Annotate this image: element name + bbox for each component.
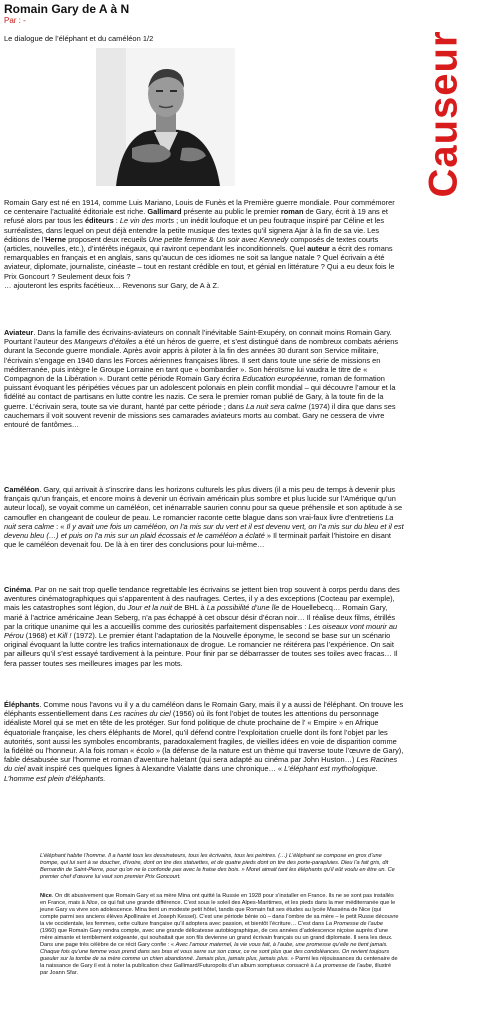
section-text: Caméléon. Gary, qui arrivait à s’inscrire dans les horizons culturels les plus divers (il a mis peu de temps à devenir plus français qu’un français, et encore moins à devenir un écrivain américain plus sombre et plus lucide sur l’Amérique qu’un auteur local), se voyait comme un caméléon, cet inénarrable saurien connu pour sa queue préhensile et son aptitude à se camoufler en changeant de couleur de peau. Le romancier raconte cette blague dans son vrai-faux livre d’entretiens La nuit sera calme : « Il y avait une fois un caméléon, on l’a mis sur du vert et il est devenu vert, on l’a mis sur du bleu et il est devenu bleu (…) et puis on l’a mis sur un plaid écossais et le caméléon a éclaté » Il terminait parfait l’histoire en disant que le caméléon devenait fou. De là à en tirer des conclusions pour lui-même… — [4, 485, 404, 550]
section-elephants — [4, 700, 404, 783]
intro-text: Romain Gary est né en 1914, comme Luis Mariano, Louis de Funès et la Première guerre mondiale. Pour commémorer ce centenaire l’actualité éditoriale est riche. Gallimard présente au public le premier roman de Gary, écrit à 19 ans et refusé alors par tous les éditeurs : Le vin des morts ; un inédit loufoque et un peu foutraque inspiré par Céline et les surréalistes, dans lequel on peut déjà entendre la petite musique des textes qu’il signera Ajar à la fin de sa vie. Les éditions de l’Herne proposent deux recueils Une petite femme & Un soir avec Kennedy composés de textes courts (articles, nouvelles, etc.), d’intérêts inégaux, qui raviront cependant les inconditionnels. Quel auteur a écrit des romans remarquables en français et en anglais, sans qu’aucun de ces idiomes ne soit sa langue natale ? Quel écrivain a été aviateur, diplomate, journaliste, cinéaste – tout en restant crédible en tout, et génial en littérature ? Qui a eu deux fois le Prix Goncourt ? Seulement deux fois ? … ajouteront les esprits facétieux… Revenons sur Gary, de A à Z. — [4, 198, 395, 290]
section-nice: Nice. On dit abusivement que Romain Gary et sa mère Mina ont quitté la Russie en 1928 pour s’installer en France. Ils ne se sont pas installés en France, mais à Nice, ce qui fait une grande différence. C’est sous le soleil des Alpes-Maritimes, et les pieds dans la mer méditerranée que le jeune Gary va vivre son adolescence. Mina tient un modeste petit hôtel, tandis que Romain fait ses études au lycée Masséna de Nice (qui compte parmi ses anciens élèves Apollinaire et Joseph Kessel). C’est une période bénie où – dans l’ombre de sa mère – le petit Russe découvre la vie occidentale, les femmes, cette culture française qu’il adoptera avec passion, et bientôt l’écriture… C’est dans La Promesse de l’aube (1960) que Romain Gary rendra compte, avec une grande délicatesse autobiographique, de ces années d’adolescence niçoise auprès d’une mère aimante et terriblement exigeante, qui souhaitait que son fils devienne un grand écrivain français ou un grand diplomate. Il sera les deux. Dans une page très célèbre de ce récit Gary confie : « Avec l’amour maternel, la vie vous fait, à l’aube, une promesse qu’elle ne tient jamais. Chaque fois qu’une femme vous prend dans ses bras et vous serre sur son cœur, ce ne sont plus que des condoléances. On revient toujours gueuler sur la tombe de sa mère comme un chien abandonné. Jamais plus, jamais plus, jamais plus. » Parmi les réjouissances du centenaire de la naissance de Gary il est à noter la publication chez Gallimard/Futuropolis d’un album somptueux consacré à La promesse de l’aube, illustré par Joann Sfar. — [40, 893, 399, 976]
section-aviateur — [4, 328, 404, 429]
section-text: Cinéma. Par on ne sait trop quelle tendance regrettable les écrivains se jettent bien trop souvent à corps perdu dans des aventures cinématographiques qui s’apparentent à des naufrages. Certes, il y a des exceptions (Cocteau par exemple), mais les catastrophes sont légion, du Jour et la nuit de BHL à La possibilité d’une île de Houellebecq… Romain Gary, marié à l’actrice américaine Jean Seberg, n’a pas échappé à cet obscur désir d’écran noir… Il réalise deux films, étrillés par la critique unanime qui les a accueillis comme des curiosités parfaitement dispensables : Les oiseaux vont mourir au Pérou (1968) et Kill ! (1972). Le premier étant l’adaptation de la Nouvelle éponyme, le second se base sur un scénario original évoquant la lutte contre les trafics internationaux de drogue. Le romancier ne réitérera pas l’expérience. On sait par ailleurs qu’il s’est essayé tardivement à la peinture. Pour finir par se débarrasser de toutes ses toiles avec fracas… Il fera passer toutes ses meilleures images par les mots. — [4, 585, 400, 668]
portrait-image — [96, 48, 235, 186]
section-text: Aviateur. Dans la famille des écrivains-aviateurs on connaît l’inévitable Saint-Exupéry, on connait moins Romain Gary. Pourtant l’auteur des Mangeurs d’étoiles a été un héros de guerre, et s’est distingué dans de nombreux combats aériens durant la Seconde guerre mondiale. Après avoir appris à piloter à la fin des années 30 durant son Service militaire, l’écrivain s’engage en 1940 dans les Forces aériennes françaises libres. Il sert dans toute une série de missions en méditerranée, puis intègre le Groupe Lorraine en tant que « bombardier ». Son héroïsme lui vaudra le titre de « Compagnon de la Libération ». Durant cette période Romain Gary écrira Education européenne, roman de formation puissant évoquant les péripéties vécues par un adolescent polonais en plein conflit mondial – qui découvre l’amour et la fidélité au contact de partisans en lutte contre les nazis. Ce sera le premier roman publié de Gary, à la toute fin de la guerre. L’écrivain sera, toute sa vie durant, hanté par cette période ; dans La nuit sera calme (1974) il dira que dans ses cauchemars il voit souvent revenir de missions ses camarades aviateurs morts au combat. Gary ne cessera de vivre entouré de fantômes… — [4, 328, 399, 430]
intro-paragraph — [4, 198, 404, 290]
section-text: Éléphants. Comme nous l’avons vu il y a du caméléon dans le Romain Gary, mais il y a aussi de l’éléphant. On trouve les éléphants essentiellement dans Les racines du ciel (1956) où ils font l’objet de toutes les attentions du personnage idéaliste Morel qui se met en tête de les protéger. Sur fond politique de chute prochaine de l’ « Empire » en Afrique équatoriale française, les chers éléphants de Morel, qu’il défend contre l’exploitation cruelle dont ils font l’objet par les autorités, sont aussi les symboles encombrants, paradoxalement fragiles, de vieilles idées en voie de disparition comme la fidélité ou l’honneur. A la fois roman « écolo » (la défense de la nature est un thème qui traverse toute l’œuvre de Gary), fable désabusée sur l’homme et roman d’aventure haletant (qui sera adapté au cinéma par John Huston…) Les Racines du ciel avait inspiré ces quelques lignes à Alexandre Vialatte dans une chronique… « L’éléphant est mythologique. L’homme est plein d’éléphants. — [4, 700, 404, 783]
brand-logo[interactable] — [408, 4, 480, 224]
section-cinema — [4, 585, 404, 668]
elephant-quote: L’éléphant habite l’homme. Il a hanté tous les dessinateurs, tous les écrivains, tous les peintres. (…) L’éléphant se compose en gros d’une trompe, qui lui sert à se doucher, d’ivoire, dont on tire des statuettes, et de quatre pieds dont on tire des porte-parapluies. Dieu l’a fait gris, dit Bernardin de Saint-Pierre, pour qu’on ne le confonde pas avec la fraise des bois. » Morel aimait tant les éléphants qu’il eût voulu en être un. Ce premier chef d’œuvre lui vaut son premier Prix Goncourt. — [40, 853, 395, 880]
article-subtitle: Le dialogue de l’éléphant et du caméléon 1/2 — [4, 34, 154, 43]
author-line: Par : - — [4, 16, 26, 25]
article-title: Romain Gary de A à N — [4, 2, 130, 16]
brand-logo-text: Causeur — [421, 30, 466, 198]
section-cameleon — [4, 485, 404, 549]
author-photo — [96, 48, 235, 186]
